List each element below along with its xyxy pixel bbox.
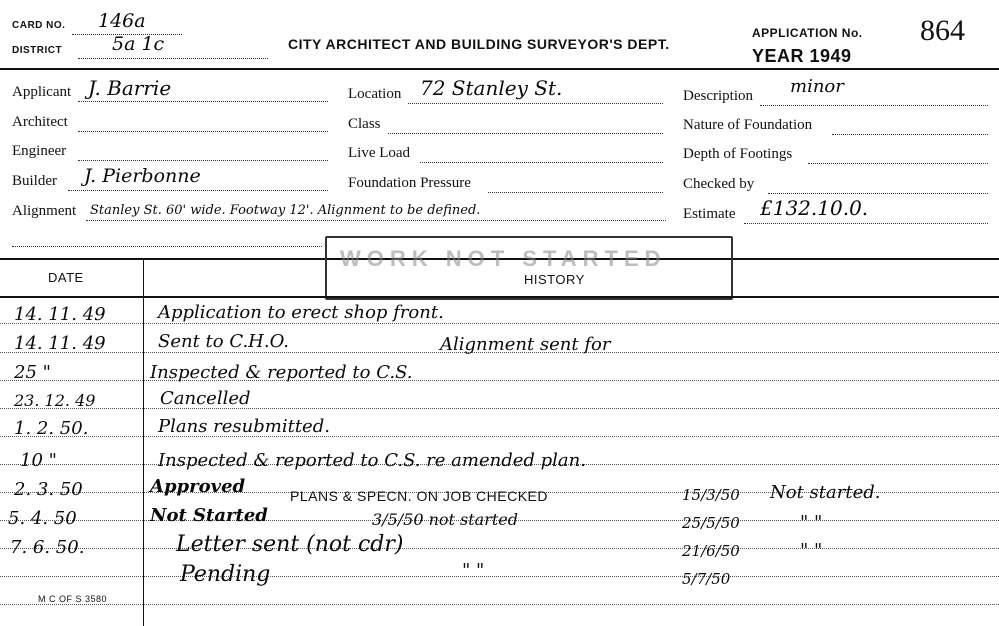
architect-line — [78, 131, 328, 132]
depth-label: Depth of Footings — [683, 146, 793, 162]
history-date2: 25/5/50 — [682, 514, 740, 532]
district-label: DISTRICT — [12, 45, 63, 56]
history-note: " " — [800, 540, 823, 561]
estimate-value: £132.10.0. — [760, 196, 869, 220]
district-line — [78, 58, 268, 59]
row-line — [0, 604, 999, 605]
history-header: HISTORY — [524, 272, 585, 287]
history-date: 10 " — [20, 450, 57, 471]
application-label: APPLICATION No. — [752, 26, 863, 40]
class-label: Class — [348, 116, 381, 132]
row-line — [0, 436, 999, 437]
description-line — [760, 105, 988, 106]
alignment-line — [86, 220, 666, 221]
checked-label: Checked by — [683, 176, 755, 192]
applicant-value: J. Barrie — [88, 76, 172, 100]
live-load-label: Live Load — [348, 145, 411, 161]
live-load-line — [420, 162, 663, 163]
history-date: 25 " — [14, 362, 51, 383]
history-date: 23. 12. 49 — [14, 391, 96, 410]
builder-label: Builder — [12, 173, 57, 189]
card-no-value: 146a — [98, 10, 146, 32]
history-date: 2. 3. 50 — [14, 479, 83, 500]
engineer-label: Engineer — [12, 143, 67, 159]
date-header: DATE — [48, 270, 84, 285]
plans-checked-stamp: PLANS & SPECN. ON JOB CHECKED — [290, 488, 549, 504]
checked-line — [768, 193, 988, 194]
history-date2: 15/3/50 — [682, 486, 740, 504]
history-date: 14. 11. 49 — [14, 304, 106, 325]
foundation-pressure-line — [488, 192, 663, 193]
history-entry: Application to erect shop front. — [158, 302, 444, 323]
year-label: YEAR 1949 — [752, 46, 852, 66]
nature-label: Nature of Foundation — [683, 117, 813, 133]
stamp-text: WORK NOT STARTED — [340, 246, 667, 271]
card-no-label: CARD NO. — [12, 20, 66, 31]
history-date2: 5/7/50 — [682, 570, 731, 588]
alignment-value: Stanley St. 60' wide. Footway 12'. Alignment to be defined. — [90, 203, 481, 218]
estimate-line — [744, 223, 988, 224]
history-note: " " — [800, 512, 823, 533]
history-extra: 3/5/50 not started — [372, 510, 519, 529]
class-line — [388, 133, 663, 134]
history-entry: Inspected & reported to C.S. — [150, 362, 413, 383]
history-entry: Sent to C.H.O. — [158, 331, 290, 352]
row-line — [0, 548, 999, 549]
history-note: Not started. — [770, 482, 881, 503]
row-line — [0, 576, 999, 577]
builder-value: J. Pierbonne — [84, 165, 201, 187]
row-line — [0, 408, 999, 409]
history-date: 7. 6. 50. — [10, 537, 85, 558]
header-divider — [0, 68, 999, 70]
nature-line — [832, 134, 988, 135]
history-entry: Inspected & reported to C.S. re amended plan. — [158, 450, 586, 471]
application-number: 864 — [920, 14, 965, 47]
location-label: Location — [348, 86, 402, 102]
history-entry: Pending — [180, 562, 271, 587]
depth-line — [808, 163, 988, 164]
history-date: 14. 11. 49 — [14, 333, 106, 354]
department-title: CITY ARCHITECT AND BUILDING SURVEYOR'S DEPT. — [288, 36, 670, 52]
history-date: 1. 2. 50. — [14, 418, 89, 439]
foundation-pressure-label: Foundation Pressure — [348, 175, 471, 191]
history-entry: Plans resubmitted. — [158, 416, 330, 437]
history-entry: Approved — [150, 476, 246, 497]
engineer-line — [78, 160, 328, 161]
history-extra: " " — [462, 560, 485, 581]
history-header-rule — [0, 296, 999, 298]
estimate-label: Estimate — [683, 206, 736, 222]
row-line — [0, 323, 999, 324]
history-extra: Alignment sent for — [440, 334, 611, 355]
applicant-line — [78, 101, 328, 102]
builder-line — [68, 190, 328, 191]
history-entry: Letter sent (not cdr) — [176, 532, 404, 557]
applicant-label: Applicant — [12, 84, 72, 100]
date-column-divider — [143, 258, 144, 626]
history-date2: 21/6/50 — [682, 542, 740, 560]
form-code: M C OF S 3580 — [38, 594, 108, 604]
location-line — [408, 103, 663, 104]
description-label: Description — [683, 88, 753, 104]
history-entry: Not Started — [150, 505, 268, 526]
alignment-label: Alignment — [12, 203, 77, 219]
location-value: 72 Stanley St. — [420, 76, 563, 100]
description-value: minor — [790, 76, 844, 97]
architect-label: Architect — [12, 114, 68, 130]
history-date: 5. 4. 50 — [8, 508, 77, 529]
alignment-line-2 — [12, 246, 322, 247]
history-entry: Cancelled — [160, 388, 251, 409]
district-value: 5a 1c — [112, 33, 165, 55]
